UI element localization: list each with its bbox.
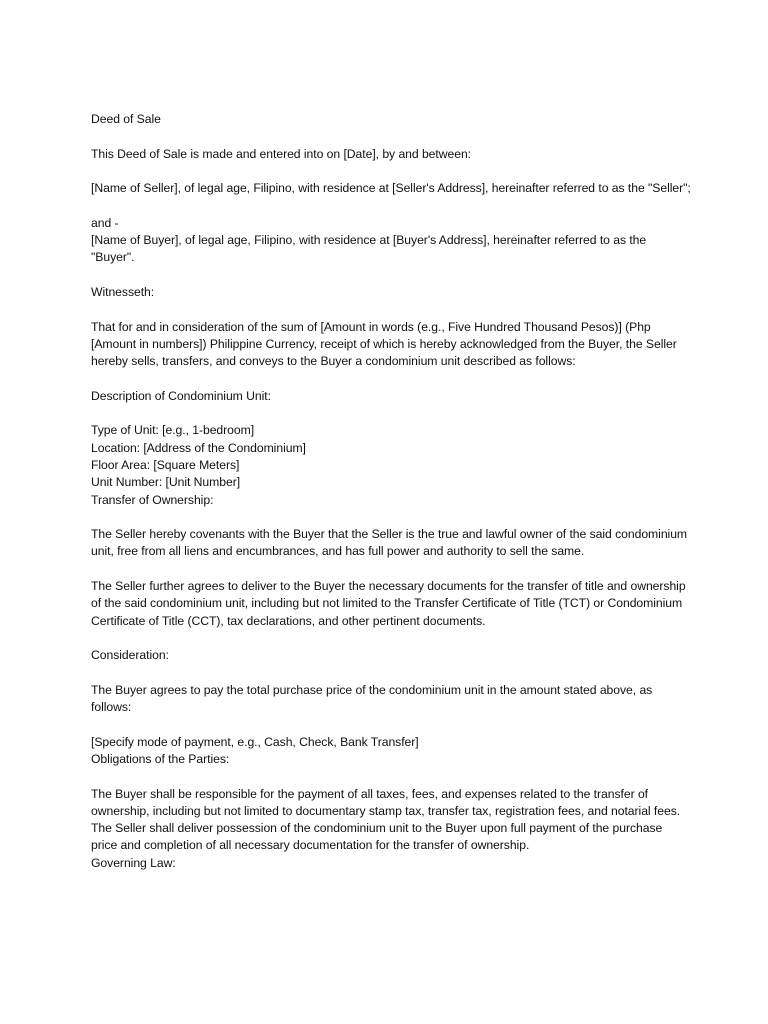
and-line: and - — [91, 215, 119, 230]
spacer — [91, 405, 691, 422]
transfer-heading: Transfer of Ownership: — [91, 492, 214, 507]
unit-type-line: Type of Unit: [e.g., 1-bedroom] — [91, 423, 255, 438]
transfer-paragraph-1: The Seller hereby covenants with the Buyer that the Seller is the true and lawful owner of the said condominium unit, free from all liens and encumbrances, and has full power and authority to sell the same. — [91, 527, 688, 559]
description-heading: Description of Condominium Unit: — [91, 388, 271, 403]
seller-party-paragraph: [Name of Seller], of legal age, Filipino, with residence at [Seller's Address], hereinafter referred to as the "Seller"; — [91, 181, 691, 196]
spacer — [91, 665, 691, 682]
unit-floor-area-line: Floor Area: [Square Meters] — [91, 457, 240, 472]
spacer — [91, 630, 691, 647]
spacer — [91, 509, 691, 526]
transfer-paragraph-2: The Seller further agrees to deliver to the Buyer the necessary documents for the transfer of title and ownership of the said condominium unit, including but not limited to the Transfer Certificate of Title (TCT) or Condominium Certificate of Title (CCT), tax declarations, and other pertinent documents. — [91, 579, 686, 628]
consideration-heading: Consideration: — [91, 648, 169, 663]
spacer — [91, 128, 691, 145]
witnesseth-heading: Witnesseth: — [91, 284, 155, 299]
spacer — [91, 716, 691, 733]
obligations-heading: Obligations of the Parties: — [91, 751, 230, 766]
spacer — [91, 197, 691, 214]
document-title: Deed of Sale — [91, 112, 161, 126]
spacer — [91, 561, 691, 578]
unit-location-line: Location: [Address of the Condominium] — [91, 440, 306, 455]
buyer-party-paragraph: [Name of Buyer], of legal age, Filipino, with residence at [Buyer's Address], hereinafter referred to as the "Buyer". — [91, 233, 647, 265]
spacer — [91, 267, 691, 284]
obligations-paragraph-2: The Seller shall deliver possession of the condominium unit to the Buyer upon full payment of the purchase price and completion of all necessary documentation for the transfer of ownership. — [91, 821, 663, 853]
spacer — [91, 370, 691, 387]
obligations-paragraph-1: The Buyer shall be responsible for the payment of all taxes, fees, and expenses related to the transfer of ownership, including but not limited to documentary stamp tax, transfer tax, registration fees, and notarial fees. — [91, 786, 681, 818]
spacer — [91, 768, 691, 785]
unit-number-line: Unit Number: [Unit Number] — [91, 475, 241, 490]
consideration-paragraph: The Buyer agrees to pay the total purchase price of the condominium unit in the amount stated above, as follows: — [91, 682, 653, 715]
spacer — [91, 163, 691, 180]
consideration-clause-paragraph: That for and in consideration of the sum of [Amount in words (e.g., Five Hundred Thousand Pesos)] (Php [Amount in numbers]) Philippine Currency, receipt of which is hereby acknowledged from the Buyer, the Seller hereby sells, transfers, and conveys to the Buyer a condominium unit described as follows: — [91, 319, 677, 369]
governing-law-heading: Governing Law: — [91, 855, 176, 870]
intro-paragraph: This Deed of Sale is made and entered into on [Date], by and between: — [91, 146, 472, 161]
payment-mode-line: [Specify mode of payment, e.g., Cash, Check, Bank Transfer] — [91, 734, 419, 749]
document-body — [91, 111, 691, 872]
spacer — [91, 301, 691, 318]
